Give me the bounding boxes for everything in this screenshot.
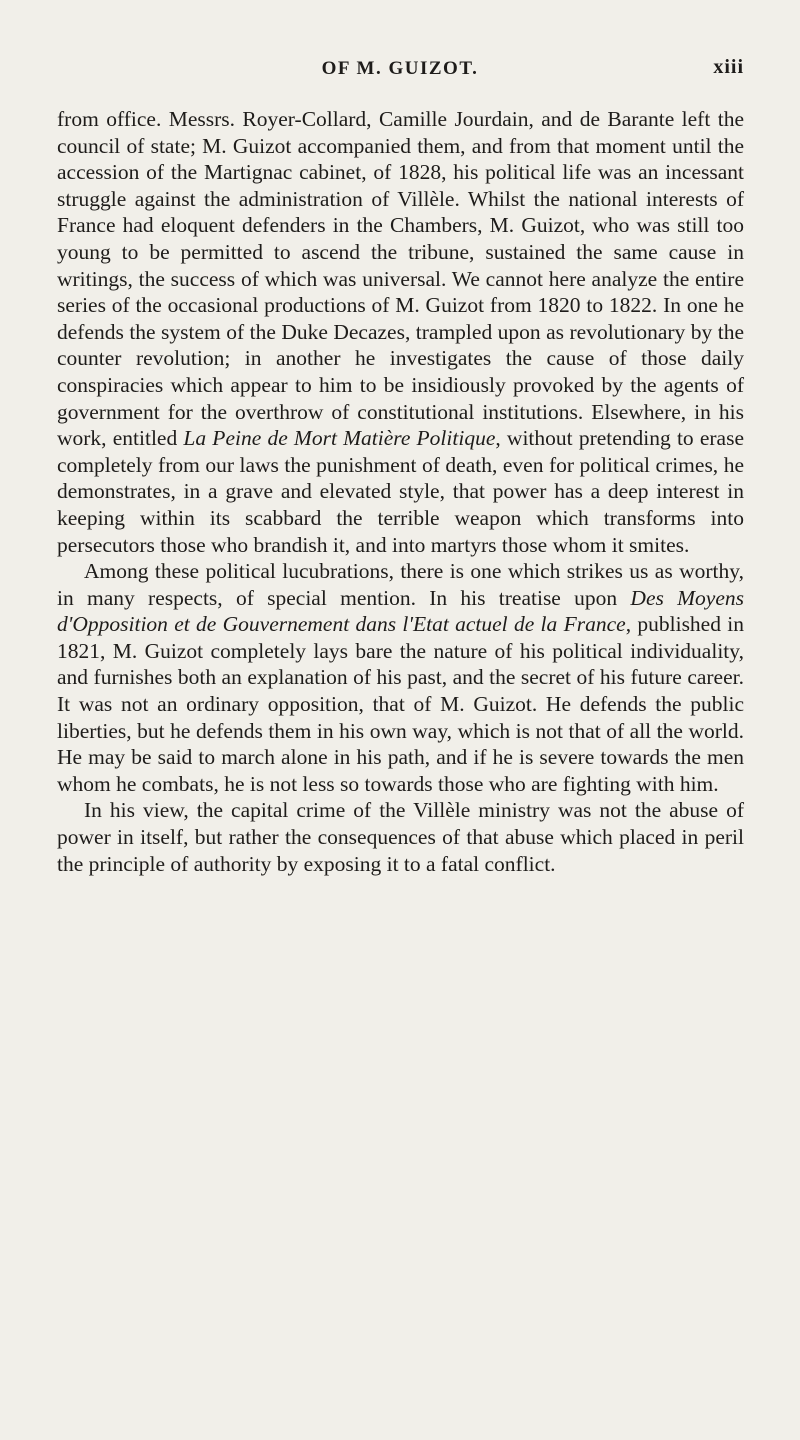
page-number: xiii [713,56,744,78]
text-segment: , published in 1821, M. Guizot completely lays bare the nature of his political individuality, and furnishes both an explanation of his past, and the secret of his future career. It was not an ordinary opposition, that of M. Guizot. He defends the public liberties, but he defends them in his own way, which is not that of all the world. He may be said to march alone in his path, and if he is severe towards the men whom he combats, he is not less so towards those who are fighting with him. [57,612,745,796]
paragraph-2 [57,558,744,797]
book-title-la-peine-de-mort: La Peine de Mort Matière Politique [183,426,496,451]
book-title-des-moyens: Des Moyens d'Opposition et de Gouvernement dans l'Etat actuel de la France [57,585,744,637]
text-segment: , without pretending to erase completely from our laws the punishment of death, even for political crimes, he demonstrates, in a grave and elevated style, that power has a deep interest in keeping within its scabbard the terrible weapon which transforms into persecutors those who brandish it, and into martyrs those whom it smites. [57,426,744,557]
running-title: OF M. GUIZOT. [321,58,479,79]
text-segment: Among these political lucubrations, there is one which strikes us as worthy, in many respects, of special mention. In his treatise upon [57,559,744,610]
paragraph-3 [57,797,744,877]
paragraph-1 [57,106,744,558]
body-text [57,106,744,877]
text-segment: In his view, the capital crime of the Villèle ministry was not the abuse of power in itself, but rather the consequences of that abuse which placed in peril the principle of authority by exposing it to a fatal conflict. [57,798,744,876]
text-segment: from office. Messrs. Royer-Collard, Camille Jourdain, and de Barante left the council of state; M. Guizot accompanied them, and from that moment until the accession of the Martignac cabinet, of 1828, his political life was an incessant struggle against the administration of Villèle. Whilst the national interests of France had eloquent defenders in the Chambers, M. Guizot, who was still too young to be permitted to ascend the tribune, sustained the same cause in writings, the success of which was universal. We cannot here analyze the entire series of the occasional productions of M. Guizot from 1820 to 1822. In one he defends the system of the Duke Decazes, trampled upon as revolutionary by the counter revolution; in another he investigates the cause of those daily conspiracies which appear to him to be insidiously provoked by the agents of government for the overthrow of constitutional institutions. Elsewhere, in his work, entitled [57,107,744,451]
